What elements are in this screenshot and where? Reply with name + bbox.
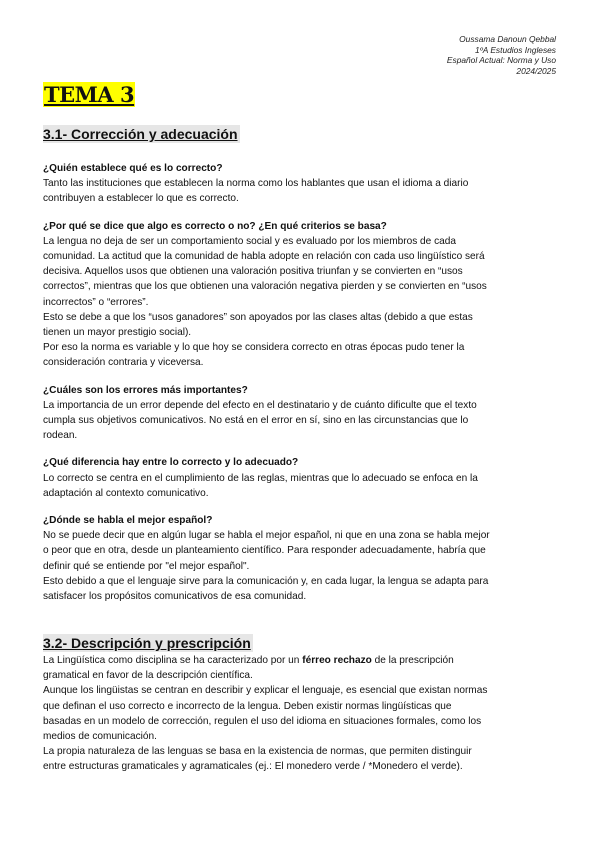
section-2-body (43, 653, 561, 775)
academic-year: 2024/2025 (516, 65, 556, 76)
paragraph-line: comunidad. La actitud que la comunidad de habla adopte en relación con cada uso lingüístico será (43, 251, 485, 263)
course-name: 1ºA Estudios Ingleses (475, 44, 556, 55)
section-1-body (43, 161, 561, 604)
paragraph-line: incorrectos” o “errores”. (43, 296, 149, 308)
author-name: Oussama Danoun Qebbal (459, 34, 556, 44)
section-heading-1: 3.1- Corrección y adecuación (43, 126, 238, 142)
question-heading: ¿Cuáles son los errores más importantes? (43, 384, 248, 396)
paragraph-line: adaptación al contexto comunicativo. (43, 487, 209, 499)
text-run: de la prescripción (371, 655, 454, 666)
paragraph-line: La propia naturaleza de las lenguas se basa en la existencia de normas, que permiten distinguir (43, 746, 472, 758)
bold-emphasis: férreo rechazo (302, 655, 372, 666)
paragraph-line: gramatical en favor de la descripción científica. (43, 670, 253, 682)
paragraph-line: satisfacer los propósitos comunicativos de esa comunidad. (43, 591, 307, 603)
paragraph-line: Aunque los lingüistas se centran en describir y explicar el lenguaje, es esencial que existan normas (43, 685, 488, 697)
paragraph-line: contribuyen a establecer lo que es correcto. (43, 193, 239, 205)
paragraph-line: tienen un mayor prestigio social). (43, 327, 192, 339)
document-title: TEMA 3 (44, 82, 135, 107)
paragraph-line: Por eso la norma es variable y lo que hoy se considera correcto en otras épocas pudo tener la (43, 342, 465, 354)
paragraph-line: que definan el uso correcto e incorrecto de la lengua. Deben existir normas lingüísticas que (43, 700, 452, 712)
document-header (447, 34, 556, 76)
paragraph-line: decisiva. Aquellos usos que obtienen una valoración positiva triunfan y se convierten en “usos (43, 266, 463, 278)
question-heading: ¿Dónde se habla el mejor español? (43, 515, 213, 527)
paragraph-line: No se puede decir que en algún lugar se habla el mejor español, ni que en una zona se habla mejor (43, 530, 490, 542)
paragraph-line: basadas en un modelo de corrección, regulen el uso del idioma en situaciones formales, como los (43, 715, 482, 727)
question-heading: ¿Qué diferencia hay entre lo correcto y lo adecuado? (43, 457, 299, 469)
paragraph-line: La lengua no deja de ser un comportamiento social y es evaluado por los miembros de cada (43, 235, 456, 247)
paragraph-line: cumpla sus objetivos comunicativos. No está en el error en sí, sino en las circunstancias que lo (43, 415, 469, 427)
paragraph-line: correctos”, mientras que los que obtienen una valoración negativa pierden y se convierten en “usos (43, 281, 487, 293)
paragraph-line: Esto debido a que el lenguaje sirve para la comunicación y, en cada lugar, la lengua se adapta para (43, 575, 489, 587)
paragraph-line: o peor que en otra, desde un planteamiento científico. Para responder adecuadamente, habría que (43, 545, 486, 557)
paragraph-line (43, 653, 561, 668)
paragraph-line: entre estructuras gramaticales y agramaticales (ej.: El monedero verde / *Monedero el verde). (43, 761, 463, 773)
paragraph-line: Lo correcto se centra en el cumplimiento de las reglas, mientras que lo adecuado se enfoca en la (43, 472, 478, 484)
question-heading: ¿Quién establece qué es lo correcto? (43, 163, 223, 174)
question-heading: ¿Por qué se dice que algo es correcto o no? ¿En qué criterios se basa? (43, 220, 387, 232)
section-heading-2: 3.2- Descripción y prescripción (43, 635, 251, 651)
paragraph-line: rodean. (43, 430, 78, 442)
text-run: La Lingüística como disciplina se ha caracterizado por un (43, 655, 303, 666)
paragraph-line: consideración contraria y viceversa. (43, 357, 204, 369)
paragraph-line: La importancia de un error depende del efecto en el destinatario y de cuánto dificulte que el texto (43, 399, 477, 411)
paragraph-line: medios de comunicación. (43, 731, 157, 743)
subject-name: Español Actual: Norma y Uso (446, 55, 556, 66)
paragraph-line: definir qué se entiende por "el mejor español". (43, 560, 250, 572)
paragraph-line: Tanto las instituciones que establecen la norma como los hablantes que usan el idioma a diario (43, 178, 469, 190)
paragraph-line: Esto se debe a que los “usos ganadores” son apoyados por las clases altas (debido a que estas (43, 311, 473, 323)
